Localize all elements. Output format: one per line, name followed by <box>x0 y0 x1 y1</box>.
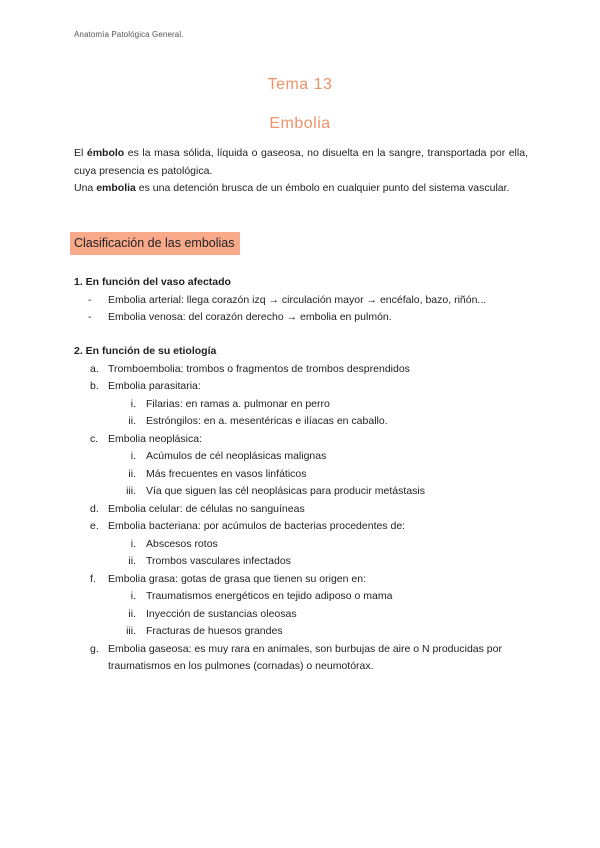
sub-list-item: ii. Estróngilos: en a. mesentéricas e ilíacas en caballo. <box>128 415 388 427</box>
sub-list-item: i. Traumatismos energéticos en tejido adiposo o mama <box>130 590 393 602</box>
list-item: - Embolia venosa: del corazón derecho → embolia en pulmón. <box>88 311 392 323</box>
section-etiology <box>74 343 534 676</box>
introduction <box>74 145 528 198</box>
definition-embolia: Una embolia es una detención brusca de un émbolo en cualquier punto del sistema vascular. <box>74 182 510 194</box>
sub-list-item: i. Acúmulos de cél neoplásicas malignas <box>130 450 327 462</box>
definition-embolo: El émbolo es la masa sólida, líquida o gaseosa, no disuelta en la sangre, transportada por ella, cuya presencia es patológica. <box>74 147 528 177</box>
list-item: d. Embolia celular: de células no sanguíneas <box>90 502 305 515</box>
list-item: b. Embolia parasitaria: <box>90 380 201 392</box>
list-item: a. Tromboembolia: trombos o fragmentos de trombos desprendidos <box>90 362 410 375</box>
section-title: 2. En función de su etiología <box>74 345 217 357</box>
list-item: f. Embolia grasa: gotas de grasa que tienen su origen en: <box>90 572 367 585</box>
document-header: Anatomía Patológica General. <box>74 30 184 39</box>
classification-heading: Clasificación de las embolias <box>70 232 240 255</box>
sub-list-item: iii. Fracturas de huesos grandes <box>126 625 283 637</box>
sub-list-item: ii. Trombos vasculares infectados <box>128 555 291 567</box>
section-title: 1. En función del vaso afectado <box>74 276 231 288</box>
sub-list-item: ii. Más frecuentes en vasos linfáticos <box>128 467 307 480</box>
sub-list-item: ii. Inyección de sustancias oleosas <box>128 607 297 620</box>
list-item: e. Embolia bacteriana: por acúmulos de bacterias procedentes de: <box>90 520 406 532</box>
list-item: c. Embolia neoplásica: <box>90 432 202 445</box>
topic-title: Tema 13 <box>267 76 333 93</box>
list-item: g. Embolia gaseosa: es muy rara en animales, son burbujas de aire o N producidas por traumatismos en los pulmones (cornadas) o neumotórax. <box>90 642 502 672</box>
list-item: - Embolia arterial: llega corazón izq → circulación mayor → encéfalo, bazo, riñón... <box>88 293 487 306</box>
sub-list-item: i. Abscesos rotos <box>130 537 218 550</box>
subject-title: Embolia <box>269 115 331 132</box>
section-vessel <box>74 274 534 327</box>
sub-list-item: i. Filarias: en ramas a. pulmonar en perro <box>130 397 330 410</box>
sub-list-item: iii. Vía que siguen las cél neoplásicas para producir metástasis <box>126 485 425 497</box>
